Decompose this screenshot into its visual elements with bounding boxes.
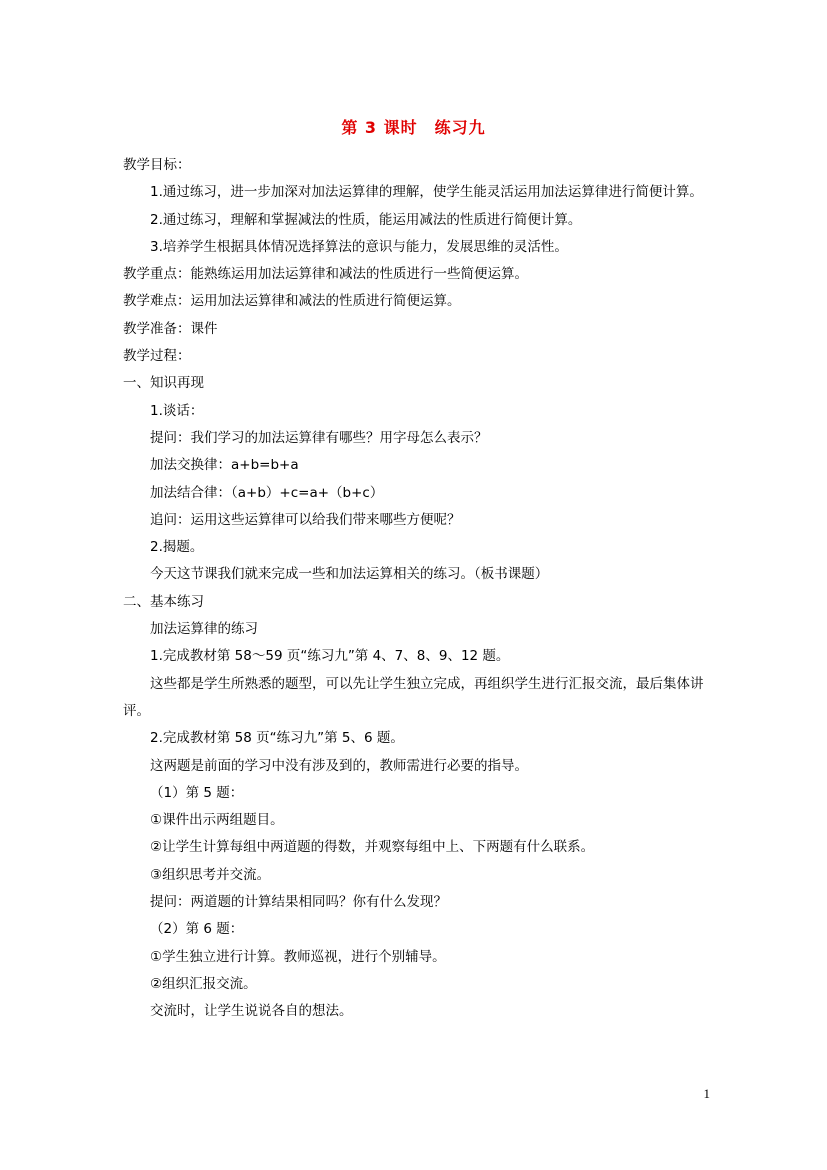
paragraph: 1.通过练习，进一步加深对加法运算律的理解，使学生能灵活运用加法运算律进行简便计算。 <box>150 184 703 201</box>
paragraph: 2.完成教材第 58 页“练习九”第 5、6 题。 <box>150 730 404 747</box>
paragraph: 1.谈话： <box>150 402 204 419</box>
paragraph: 2.通过练习，理解和掌握减法的性质，能运用减法的性质进行简便计算。 <box>150 211 582 228</box>
paragraph: 教学准备：课件 <box>123 320 218 337</box>
paragraph: 二、基本练习 <box>123 593 204 610</box>
paragraph: 教学目标： <box>123 157 191 173</box>
paragraph: 这些都是学生所熟悉的题型，可以先让学生独立完成，再组织学生进行汇报交流，最后集体讲评。 <box>123 675 704 719</box>
paragraph: ①学生独立进行计算。教师巡视，进行个别辅导。 <box>150 948 446 965</box>
paragraph: 一、知识再现 <box>123 375 204 392</box>
page-number: 1 <box>703 1086 710 1101</box>
paragraph: ③组织思考并交流。 <box>150 866 271 883</box>
paragraph: （1）第 5 题： <box>150 784 244 801</box>
paragraph: 教学过程： <box>123 348 191 365</box>
paragraph: 3.培养学生根据具体情况选择算法的意识与能力，发展思维的灵活性。 <box>150 238 568 255</box>
paragraph: 加法结合律：（a+b）+c=a+（b+c） <box>150 484 384 501</box>
paragraph: 今天这节课我们就来完成一些和加法运算相关的练习。（板书课题） <box>150 566 549 583</box>
paragraph: ②让学生计算每组中两道题的得数，并观察每组中上、下两题有什么联系。 <box>150 839 595 856</box>
paragraph: 这两题是前面的学习中没有涉及到的，教师需进行必要的指导。 <box>150 757 528 774</box>
paragraph: （2）第 6 题： <box>150 921 244 938</box>
page-title: 第 3 课时 练习九 <box>341 118 486 137</box>
paragraph: 1.完成教材第 58～59 页“练习九”第 4、7、8、9、12 题。 <box>150 648 510 665</box>
paragraph: 提问：两道题的计算结果相同吗？你有什么发现？ <box>150 894 447 911</box>
paragraph: ②组织汇报交流。 <box>150 975 257 992</box>
paragraph: ①课件出示两组题目。 <box>150 812 284 829</box>
paragraph: 教学重点：能熟练运用加法运算律和减法的性质进行一些简便运算。 <box>123 266 528 283</box>
paragraph: 交流时，让学生说说各自的想法。 <box>150 1003 353 1020</box>
paragraph: 提问：我们学习的加法运算律有哪些？用字母怎么表示？ <box>150 429 488 446</box>
paragraph: 教学难点：运用加法运算律和减法的性质进行简便运算。 <box>123 293 461 310</box>
paragraph: 2.揭题。 <box>150 539 204 556</box>
paragraph: 加法运算律的练习 <box>150 621 258 638</box>
document-body <box>123 152 713 1026</box>
paragraph: 加法交换律：a+b=b+a <box>150 457 299 474</box>
paragraph: 追问：运用这些运算律可以给我们带来哪些方便呢？ <box>150 511 461 528</box>
